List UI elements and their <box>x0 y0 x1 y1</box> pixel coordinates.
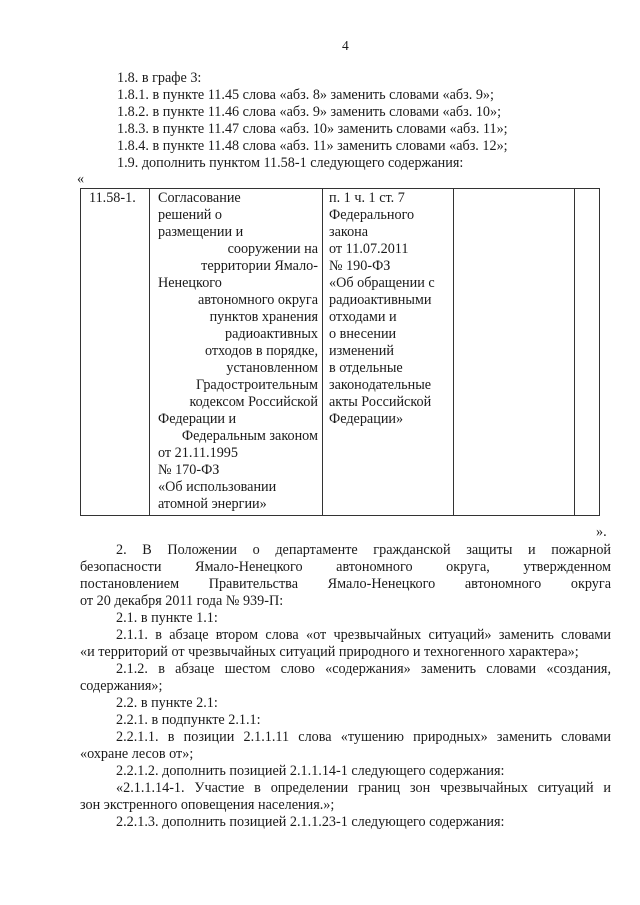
legal-basis-cell <box>323 189 454 516</box>
description-line: Федерации и <box>158 411 237 427</box>
clause-2-2-1-1 <box>80 746 611 763</box>
legal-basis-line: Федерации» <box>329 411 404 427</box>
clause-text: 2.2.1.2. дополнить позицией 2.1.1.14-1 следующего содержания: <box>116 763 505 779</box>
description-line: Согласование <box>158 190 241 206</box>
section-2-line: безопасности Ямало-Ненецкого автономного округа, утвержденном <box>80 559 611 575</box>
amendment-item: 1.8.3. в пункте 11.47 слова «абз. 10» заменить словами «абз. 11»; <box>117 121 508 137</box>
clause-text: 2.2.1. в подпункте 2.1.1: <box>116 712 261 728</box>
description-line: «Об использовании <box>158 479 277 495</box>
legal-basis-line: радиоактивными <box>329 292 432 308</box>
closing-quote: ». <box>596 524 607 540</box>
description-line: территории Ямало- <box>201 258 318 274</box>
clause-2-1-2 <box>80 661 611 678</box>
description-line: атомной энергии» <box>158 496 267 512</box>
legal-basis-line: «Об обращении с <box>329 275 435 291</box>
clause-text: 2.2.1.1. в позиции 2.1.1.11 слова «тушению природных» заменить словами <box>116 729 611 745</box>
legal-basis-line: п. 1 ч. 1 ст. 7 <box>329 190 405 206</box>
section-2-line: от 20 декабря 2011 года № 939-П: <box>80 593 284 609</box>
section-2-line: постановлением Правительства Ямало-Ненецкого автономного округа <box>80 576 611 592</box>
page-number: 4 <box>342 38 349 53</box>
clause-text: содержания»; <box>80 678 163 694</box>
clause-text: 2.1. в пункте 1.1: <box>116 610 218 626</box>
clause-2-1-1 <box>80 644 611 661</box>
legal-basis-line: о внесении <box>329 326 397 342</box>
amendment-item: 1.9. дополнить пунктом 11.58-1 следующего содержания: <box>117 155 464 171</box>
clause-text: «охране лесов от»; <box>80 746 194 762</box>
clause-2-2-1-2 <box>80 763 611 780</box>
clause-2-1-1-14-1 <box>80 780 611 797</box>
clause-text: 2.2.1.3. дополнить позицией 2.1.1.23-1 следующего содержания: <box>116 814 505 830</box>
opening-quote: « <box>77 171 85 187</box>
legal-basis-line: от 11.07.2011 <box>329 241 409 257</box>
clause-text: «и территорий от чрезвычайных ситуаций природного и техногенного характера»; <box>80 644 579 660</box>
clause-2-1-1 <box>80 627 611 644</box>
amendment-item: 1.8.1. в пункте 11.45 слова «абз. 8» заменить словами «абз. 9»; <box>117 87 494 103</box>
clause-text: 2.1.2. в абзаце шестом слово «содержания» заменить словами «создания, <box>116 661 611 677</box>
section-2-paragraph <box>80 576 611 593</box>
row-number: 11.58-1. <box>89 190 136 206</box>
description-line: установленном <box>226 360 318 376</box>
amendment-item: 1.8. в графе 3: <box>117 70 202 86</box>
description-line: решений о <box>158 207 223 223</box>
section-2-line: 2. В Положении о департаменте гражданской защиты и пожарной <box>116 542 611 558</box>
description-line: № 170-ФЗ <box>158 462 220 478</box>
empty-cell <box>575 189 600 516</box>
clause-2-2 <box>80 695 611 712</box>
description-line: Федеральным законом <box>181 428 318 444</box>
legal-basis-line: Федерального <box>329 207 415 223</box>
description-line: от 21.11.1995 <box>158 445 238 461</box>
amendment-item: 1.8.2. в пункте 11.46 слова «абз. 9» заменить словами «абз. 10»; <box>117 104 502 120</box>
section-2-paragraph <box>80 542 611 559</box>
legal-basis-line: акты Российской <box>329 394 432 410</box>
description-line: пунктов хранения <box>209 309 318 325</box>
description-line: сооружении на <box>227 241 318 257</box>
legal-basis-line: законодательные <box>329 377 432 393</box>
empty-cell <box>454 189 575 516</box>
description-line: автономного округа <box>197 292 318 308</box>
description-line: Градостроительным <box>196 377 318 393</box>
inserted-row-table <box>80 188 600 516</box>
legal-basis-line: закона <box>329 224 369 240</box>
section-2-paragraph <box>80 559 611 576</box>
amendment-item: 1.8.4. в пункте 11.48 слова «абз. 11» заменить словами «абз. 12»; <box>117 138 508 154</box>
description-line: размещении и <box>158 224 244 240</box>
description-line: кодексом Российской <box>189 394 318 410</box>
legal-basis-line: отходами и <box>329 309 397 325</box>
legal-basis-line: в отдельные <box>329 360 403 376</box>
clause-2-1-2 <box>80 678 611 695</box>
clause-2-2-1-1 <box>80 729 611 746</box>
clause-text: 2.2. в пункте 2.1: <box>116 695 218 711</box>
clause-text: зон экстренного оповещения населения.»; <box>80 797 335 813</box>
section-2-paragraph <box>80 593 611 610</box>
legal-basis-line: № 190-ФЗ <box>329 258 391 274</box>
description-line: отходов в порядке, <box>204 343 318 359</box>
description-cell <box>150 189 323 516</box>
clause-2-2-1-3 <box>80 814 611 831</box>
description-line: радиоактивных <box>224 326 318 342</box>
description-line: Ненецкого <box>158 275 222 291</box>
clause-2-1-1-14-1 <box>80 797 611 814</box>
row-number-cell <box>81 189 150 516</box>
clause-text: «2.1.1.14-1. Участие в определении границ зон чрезвычайных ситуаций и <box>116 780 611 796</box>
legal-basis-line: изменений <box>329 343 394 359</box>
clause-text: 2.1.1. в абзаце втором слова «от чрезвычайных ситуаций» заменить словами <box>116 627 611 643</box>
clause-2-1 <box>80 610 611 627</box>
clause-2-2-1 <box>80 712 611 729</box>
